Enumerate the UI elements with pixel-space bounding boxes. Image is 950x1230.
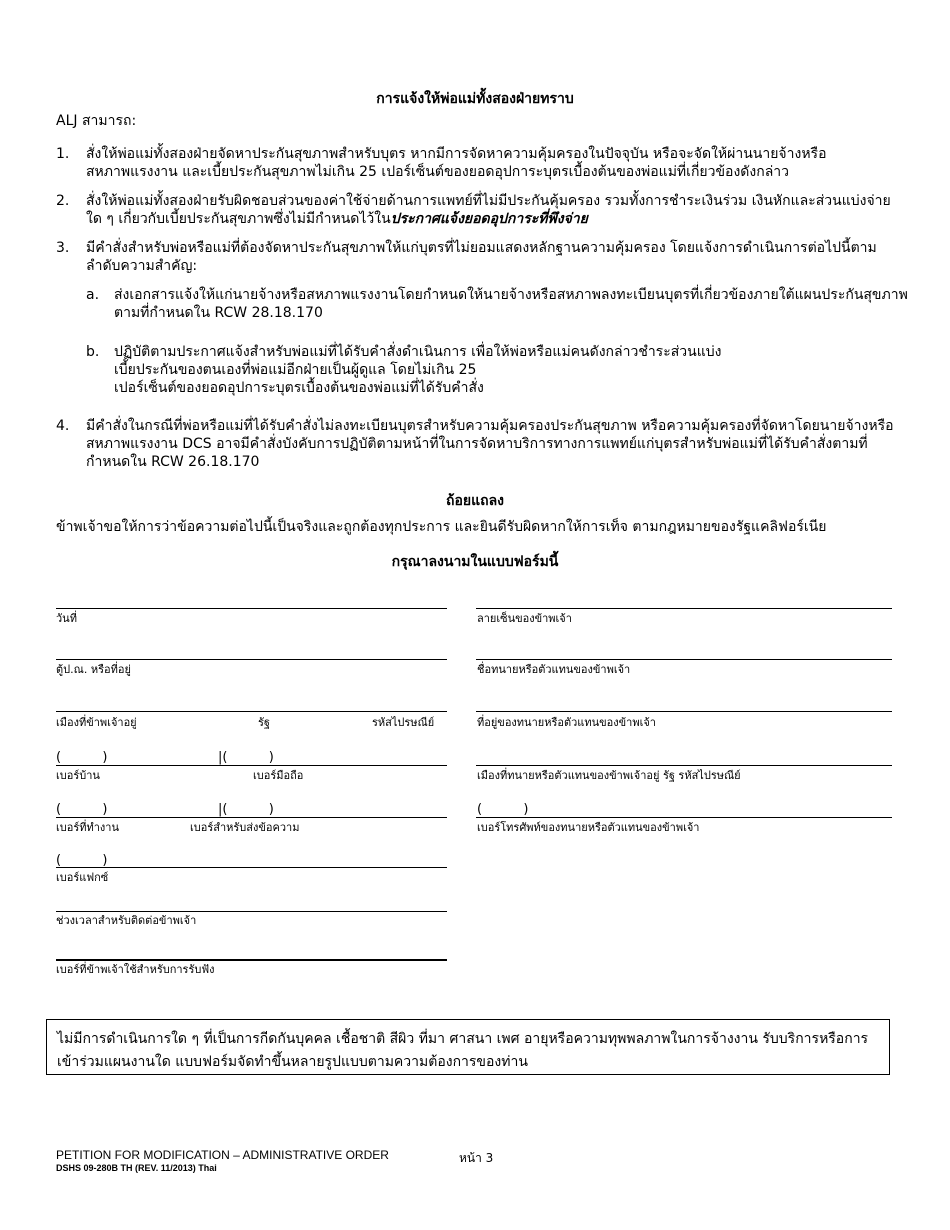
signature-label: ลายเซ็นของข้าพเจ้า <box>477 612 572 625</box>
date-line[interactable] <box>56 608 447 609</box>
attorney-city-label: เมืองที่ทนายหรือตัวแทนของข้าพเจ้าอยู่ รัฐ รหัสไปรษณีย์ <box>477 769 741 782</box>
intro-text: ALJ สามารถ: <box>56 113 137 129</box>
attorney-name-label: ชื่อทนายหรือตัวแทนของข้าพเจ้า <box>477 663 631 676</box>
signature-line[interactable] <box>476 608 892 609</box>
subitem-line: ปฏิบัติตามประกาศแจ้งสำหรับพ่อแม่ที่ได้รับคำสั่งดำเนินการ เพื่อให้พ่อหรือแม่คนดังกล่าวชำระส่วนแบ่ง <box>114 344 722 360</box>
contact-time-label: ช่วงเวลาสำหรับติดต่อข้าพเจ้า <box>56 914 197 927</box>
address-label: ตู้ป.ณ. หรือที่อยู่ <box>56 663 131 676</box>
work-phone-paren: ( ) <box>56 802 108 817</box>
attorney-address-line[interactable] <box>476 711 892 712</box>
fax-label: เบอร์แฟกซ์ <box>56 871 109 884</box>
text-phone-paren: |( ) <box>218 802 274 817</box>
footer-form-code: DSHS 09-280B TH (REV. 11/2013) Thai <box>56 1163 217 1173</box>
sign-heading: กรุณาลงนามในแบบฟอร์มนี้ <box>391 554 559 570</box>
subitem-text: ส่งเอกสารแจ้งให้แก่นายจ้างหรือสหภาพแรงงานโดยกำหนดให้นายจ้างหรือสหภาพลงทะเบียนบุตรที่เกี่ยวข้องภายใต้แผนประกันสุขภาพตามที่กำหนดใน RCW 28.18.170 <box>114 287 908 321</box>
fax-line[interactable] <box>56 867 447 868</box>
item-text-main: สั่งให้พ่อแม่ทั้งสองฝ่ายรับผิดชอบส่วนของค่าใช้จ่ายด้านการแพทย์ที่ไม่มีประกันคุ้มครอง รวมทั้งการชำระเงินร่วม เงินหักและส่วนแบ่งจ่ายใด ๆ เกี่ยวกับเบี้ยประกันสุขภาพซึ่งไม่มีกำหนดไว้ใน <box>86 193 891 227</box>
date-label: วันที่ <box>56 612 77 625</box>
message-phone-line[interactable] <box>56 959 447 961</box>
item-text: มีคำสั่งในกรณีที่พ่อหรือแม่ที่ได้รับคำสั่งไม่ลงทะเบียนบุตรสำหรับความคุ้มครองประกันสุขภาพ หรือความคุ้มครองที่จัดหาโดยนายจ้างหรือสหภาพแรงงาน DCS อาจมีคำสั่งบังคับการปฏิบัติตามหน้าที่ในการจัดหาบริการทางการแพทย์แก่บุตรสำหรับพ่อแม่ที่ได้รับคำสั่งตามที่กำหนดใน RCW 26.18.170 <box>86 418 894 470</box>
item-text-emphasis: ประกาศแจ้งยอดอุปการะที่พึงจ่าย <box>390 211 588 227</box>
item-text: สั่งให้พ่อแม่ทั้งสองฝ่ายจัดหาประกันสุขภาพสำหรับบุตร หากมีการจัดหาความคุ้มครองในปัจจุบัน หรือจะจัดให้ผ่านนายจ้างหรือสหภาพแรงงาน และเบี้ยประกันสุขภาพไม่เกิน 25 เปอร์เซ็นต์ของยอดอุปการะบุตรเบื้องต้นของพ่อแม่ที่เกี่ยวข้องดังกล่าว <box>86 146 827 180</box>
attorney-phone-line[interactable] <box>476 817 892 818</box>
item-text <box>86 192 906 228</box>
attorney-phone-label: เบอร์โทรศัพท์ของทนายหรือตัวแทนของข้าพเจ้า <box>477 821 700 834</box>
item-number: 3. <box>56 240 70 256</box>
attorney-city-line[interactable] <box>476 765 892 766</box>
phone-line-2[interactable] <box>56 817 447 818</box>
message-phone-label: เบอร์ที่ข้าพเจ้าใช้สำหรับการรับฟัง <box>56 963 215 976</box>
text-phone-label: เบอร์สำหรับส่งข้อความ <box>190 821 300 834</box>
home-phone-paren: ( ) <box>56 750 108 765</box>
city-state-zip-line[interactable] <box>56 711 447 712</box>
declaration-text: ข้าพเจ้าขอให้การว่าข้อความต่อไปนี้เป็นจริงและถูกต้องทุกประการ และยินดีรับผิดหากให้การเท็จ ตามกฎหมายของรัฐแคลิฟอร์เนีย <box>56 519 827 535</box>
page-title: การแจ้งให้พ่อแม่ทั้งสองฝ่ายทราบ <box>376 91 574 107</box>
nondiscrimination-notice: ไม่มีการดำเนินการใด ๆ ที่เป็นการกีดกันบุคคล เชื้อชาติ สีผิว ที่มา ศาสนา เพศ อายุหรือความทุพพลภาพในการจ้างงาน รับบริการหรือการเข้าร่วมแผนงานใด แบบฟอร์มจัดทำขึ้นหลายรูปแบบตามความต้องการของท่าน <box>46 1019 890 1075</box>
address-line[interactable] <box>56 659 447 660</box>
declaration-heading: ถ้อยแถลง <box>445 493 504 509</box>
item-number: 2. <box>56 193 70 209</box>
phone-line-1[interactable] <box>56 765 447 766</box>
zip-label: รหัสไปรษณีย์ <box>372 716 435 729</box>
item-text: มีคำสั่งสำหรับพ่อหรือแม่ที่ต้องจัดหาประกันสุขภาพให้แก่บุตรที่ไม่ยอมแสดงหลักฐานความคุ้มครอง โดยแจ้งการดำเนินการต่อไปนี้ตามลำดับความสำคัญ: <box>86 240 877 274</box>
subitem-line: เปอร์เซ็นต์ของยอดอุปการะบุตรเบื้องต้นของพ่อแม่ที่ได้รับคำสั่ง <box>114 380 484 396</box>
home-phone-label: เบอร์บ้าน <box>56 769 100 782</box>
fax-paren: ( ) <box>56 853 108 868</box>
subitem-letter: a. <box>86 287 100 303</box>
attorney-phone-paren: ( ) <box>477 802 529 817</box>
city-label: เมืองที่ข้าพเจ้าอยู่ <box>56 716 137 729</box>
subitem-line: เบี้ยประกันของตนเองที่พ่อแม่อีกฝ่ายเป็นผู้ดูแล โดยไม่เกิน 25 <box>114 362 477 378</box>
work-phone-label: เบอร์ที่ทำงาน <box>56 821 120 834</box>
item-number: 4. <box>56 418 70 434</box>
subitem-text <box>114 343 909 397</box>
mobile-phone-label: เบอร์มือถือ <box>253 769 304 782</box>
item-number: 1. <box>56 146 70 162</box>
mobile-phone-paren: |( ) <box>218 750 274 765</box>
footer-form-title: PETITION FOR MODIFICATION – ADMINISTRATIVE ORDER <box>56 1148 389 1162</box>
subitem-letter: b. <box>86 344 100 360</box>
state-label: รัฐ <box>258 716 270 729</box>
attorney-name-line[interactable] <box>476 659 892 660</box>
footer-page-number: หน้า 3 <box>459 1151 494 1165</box>
contact-time-line[interactable] <box>56 911 447 912</box>
attorney-address-label: ที่อยู่ของทนายหรือตัวแทนของข้าพเจ้า <box>477 716 656 729</box>
